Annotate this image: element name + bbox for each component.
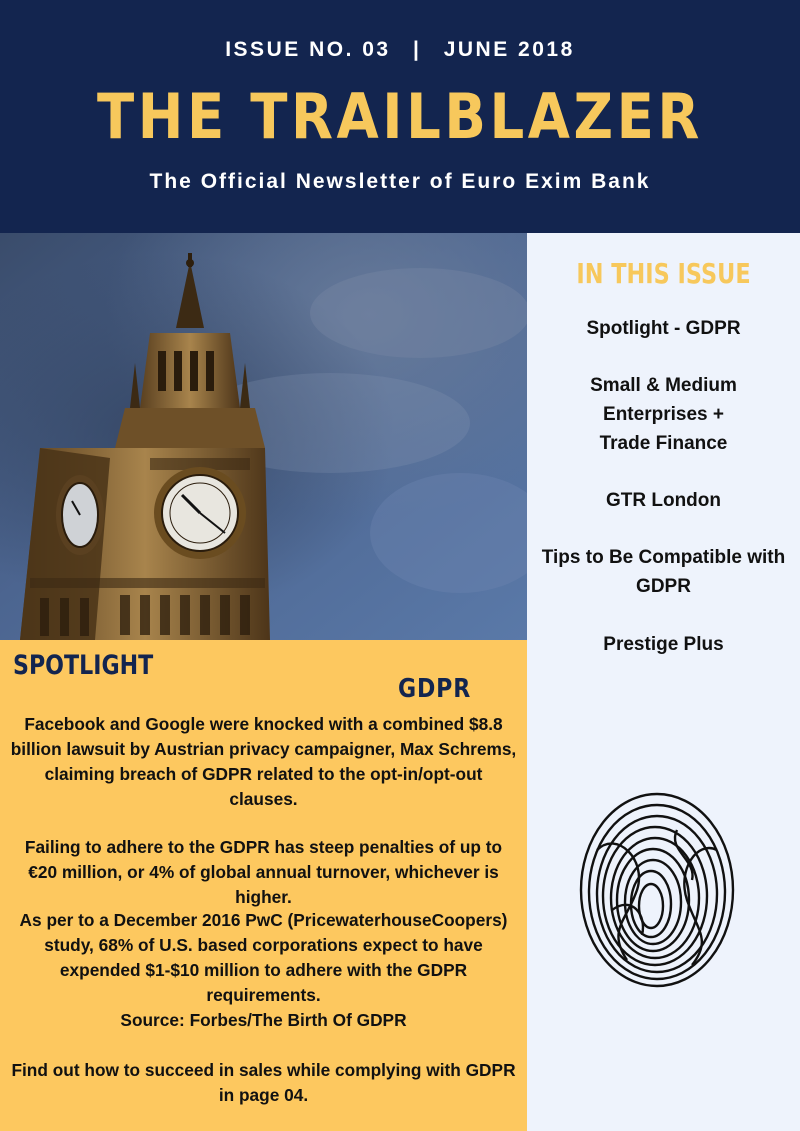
masthead [0,0,800,233]
in-this-issue-panel [527,233,800,1131]
clock-tower-photo [0,233,527,640]
issue-separator: | [412,38,422,61]
newsletter-title: THE TRAILBLAZER [97,80,703,153]
spotlight-paragraph: Find out how to succeed in sales while complying with GDPR in page 04. [11,1060,516,1105]
toc-item[interactable]: GTR London [605,490,722,511]
in-this-issue-heading: IN THIS ISSUE [576,257,751,290]
newsletter-subtitle: The Official Newsletter of Euro Exim Bank [149,170,651,193]
toc-item[interactable]: Tips to Be Compatible with GDPR [541,547,786,597]
issue-date: JUNE 2018 [443,38,575,61]
issue-number: ISSUE NO. 03 [225,38,391,61]
fingerprint-icon [577,790,737,990]
spotlight-paragraph: Facebook and Google were knocked with a combined $8.8 billion lawsuit by Austrian privacy campaigner, Max Schrems, claiming breach of GDPR related to the opt-in/opt-out clauses. [10,714,517,809]
spotlight-paragraph: As per to a December 2016 PwC (PricewaterhouseCoopers) study, 68% of U.S. based corporations expect to have expended $1-$10 million to adhere with the GDPR requirements. [19,910,508,1005]
spotlight-panel [0,640,527,1131]
toc-item[interactable]: Spotlight - GDPR [586,318,741,339]
spotlight-topic: GDPR [398,674,472,704]
toc-item[interactable]: Prestige Plus [603,634,724,655]
issue-line [0,38,800,62]
spotlight-paragraph: Failing to adhere to the GDPR has steep penalties of up to €20 million, or 4% of global annual turnover, whichever is higher. [24,837,503,907]
spotlight-label: SPOTLIGHT [13,650,154,681]
toc-item[interactable]: Small & Medium Enterprises + Trade Finance [590,375,737,454]
spotlight-source: Source: Forbes/The Birth Of GDPR [120,1010,407,1030]
